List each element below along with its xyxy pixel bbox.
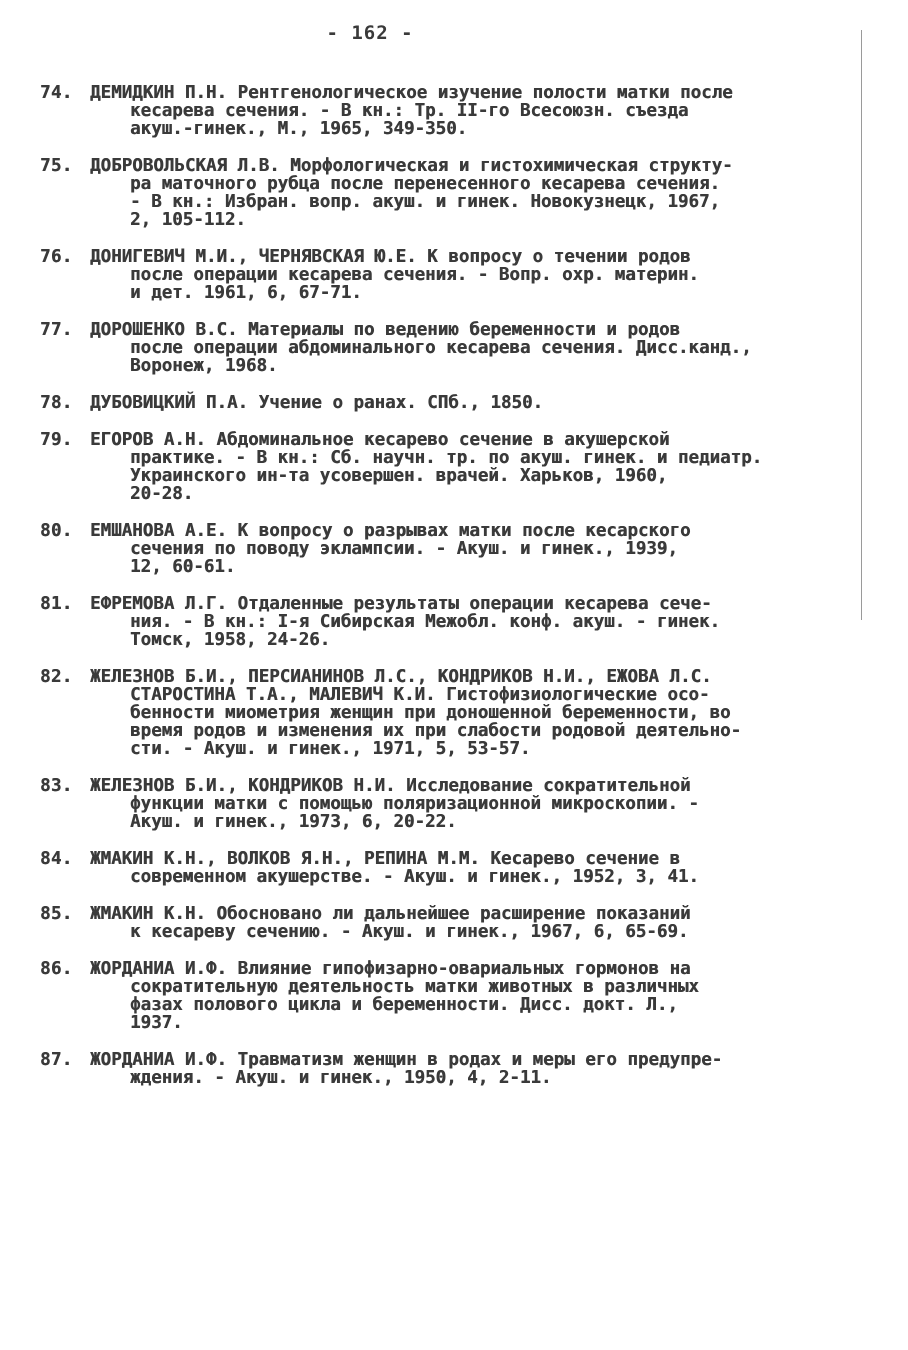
margin-rule (861, 30, 862, 620)
entry-line: и дет. 1961, 6, 67-71. (130, 283, 362, 303)
entry-line: 20-28. (130, 484, 194, 504)
bibliography-entry (40, 522, 850, 576)
entry-line: ния. - В кн.: I-я Сибирская Межобл. конф. акуш. - гинек. (130, 612, 721, 632)
entry-line: ДОРОШЕНКО В.С. Материалы по ведению беременности и родов (90, 320, 681, 340)
bibliography-entry (40, 668, 850, 758)
entry-text (90, 1051, 850, 1087)
entry-line: после операции кесарева сечения. - Вопр. охр. материн. (130, 265, 699, 285)
entry-line: ждения. - Акуш. и гинек., 1950, 4, 2-11. (130, 1068, 552, 1088)
entry-line: ра маточного рубца после перенесенного кесарева сечения. (130, 174, 721, 194)
entry-line: ЖОРДАНИА И.Ф. Влияние гипофизарно-овариальных гормонов на (90, 959, 691, 979)
entry-line: функции матки с помощью поляризационной микроскопии. - (130, 794, 699, 814)
entry-text (90, 522, 850, 576)
entry-line: Томск, 1958, 24-26. (130, 630, 331, 650)
entry-line: сти. - Акуш. и гинек., 1971, 5, 53-57. (130, 739, 531, 759)
entry-number: 82. (40, 667, 73, 687)
entry-number: 74. (40, 83, 73, 103)
bibliography-entry (40, 248, 850, 302)
entry-number: 80. (40, 521, 73, 541)
entry-line: время родов и изменения их при слабости родовой деятельно- (130, 721, 742, 741)
entry-line: сократительную деятельность матки животных в различных (130, 977, 699, 997)
entry-line: ДОБРОВОЛЬСКАЯ Л.В. Морфологическая и гистохимическая структу- (90, 156, 733, 176)
bibliography-entry (40, 960, 850, 1032)
entry-text (90, 595, 850, 649)
entry-line: ЕФРЕМОВА Л.Г. Отдаленные результаты операции кесарева сече- (90, 594, 712, 614)
entry-text (90, 668, 850, 758)
entry-text (90, 394, 850, 412)
entry-number: 77. (40, 320, 73, 340)
bibliography-entry (40, 84, 850, 138)
entry-line: акуш.-гинек., М., 1965, 349-350. (130, 119, 468, 139)
entry-text (90, 905, 850, 941)
entry-line: ЖЕЛЕЗНОВ Б.И., КОНДРИКОВ Н.И. Исследование сократительной (90, 776, 691, 796)
bibliography-entry (40, 905, 850, 941)
entry-line: 12, 60-61. (130, 557, 236, 577)
entry-text (90, 777, 850, 831)
entry-line: современном акушерстве. - Акуш. и гинек., 1952, 3, 41. (130, 867, 699, 887)
entry-line: 2, 105-112. (130, 210, 246, 230)
bibliography-entry (40, 1051, 850, 1087)
entry-line: практике. - В кн.: Сб. научн. тр. по акуш. гинек. и педиатр. (130, 448, 763, 468)
entry-line: Украинского ин-та усовершен. врачей. Харьков, 1960, (130, 466, 668, 486)
bibliography-list (40, 84, 850, 1106)
entry-number: 75. (40, 156, 73, 176)
entry-line: ЕМШАНОВА А.Е. К вопросу о разрывах матки после кесарского (90, 521, 691, 541)
entry-text (90, 157, 850, 229)
entry-number: 84. (40, 849, 73, 869)
entry-line: Воронеж, 1968. (130, 356, 278, 376)
entry-line: ДУБОВИЦКИЙ П.А. Учение о ранах. СПб., 1850. (90, 393, 544, 413)
entry-number: 79. (40, 430, 73, 450)
entry-number: 86. (40, 959, 73, 979)
entry-line: 1937. (130, 1013, 183, 1033)
entry-line: после операции абдоминального кесарева сечения. Дисс.канд., (130, 338, 752, 358)
entry-line: к кесареву сечению. - Акуш. и гинек., 1967, 6, 65-69. (130, 922, 689, 942)
entry-line: кесарева сечения. - В кн.: Тр. II-го Всесоюзн. съезда (130, 101, 689, 121)
entry-line: ЕГОРОВ А.Н. Абдоминальное кесарево сечение в акушерской (90, 430, 670, 450)
entry-text (90, 960, 850, 1032)
entry-line: Акуш. и гинек., 1973, 6, 20-22. (130, 812, 457, 832)
page-number: - 162 - (326, 22, 414, 44)
entry-text (90, 84, 850, 138)
entry-line: ДЕМИДКИН П.Н. Рентгенологическое изучение полости матки после (90, 83, 733, 103)
bibliography-entry (40, 394, 850, 412)
bibliography-entry (40, 777, 850, 831)
entry-number: 78. (40, 393, 73, 413)
entry-line: СТАРОСТИНА Т.А., МАЛЕВИЧ К.И. Гистофизиологические осо- (130, 685, 710, 705)
entry-line: - В кн.: Избран. вопр. акуш. и гинек. Новокузнецк, 1967, (130, 192, 721, 212)
entry-line: ЖОРДАНИА И.Ф. Травматизм женщин в родах и меры его предупре- (90, 1050, 723, 1070)
entry-text (90, 850, 850, 886)
entry-number: 87. (40, 1050, 73, 1070)
bibliography-entry (40, 431, 850, 503)
entry-line: ДОНИГЕВИЧ М.И., ЧЕРНЯВСКАЯ Ю.Е. К вопросу о течении родов (90, 247, 691, 267)
bibliography-entry (40, 850, 850, 886)
entry-line: сечения по поводу эклампсии. - Акуш. и гинек., 1939, (130, 539, 678, 559)
entry-text (90, 321, 850, 375)
bibliography-entry (40, 595, 850, 649)
entry-text (90, 248, 850, 302)
entry-line: фазах полового цикла и беременности. Дисс. докт. Л., (130, 995, 678, 1015)
entry-number: 81. (40, 594, 73, 614)
bibliography-entry (40, 321, 850, 375)
entry-line: бенности миометрия женщин при доношенной беременности, во (130, 703, 731, 723)
bibliography-entry (40, 157, 850, 229)
entry-line: ЖМАКИН К.Н., ВОЛКОВ Я.Н., РЕПИНА М.М. Кесарево сечение в (90, 849, 681, 869)
entry-line: ЖМАКИН К.Н. Обосновано ли дальнейшее расширение показаний (90, 904, 691, 924)
entry-number: 83. (40, 776, 73, 796)
entry-line: ЖЕЛЕЗНОВ Б.И., ПЕРСИАНИНОВ Л.С., КОНДРИКОВ Н.И., ЕЖОВА Л.С. (90, 667, 712, 687)
entry-number: 85. (40, 904, 73, 924)
entry-number: 76. (40, 247, 73, 267)
entry-text (90, 431, 850, 503)
